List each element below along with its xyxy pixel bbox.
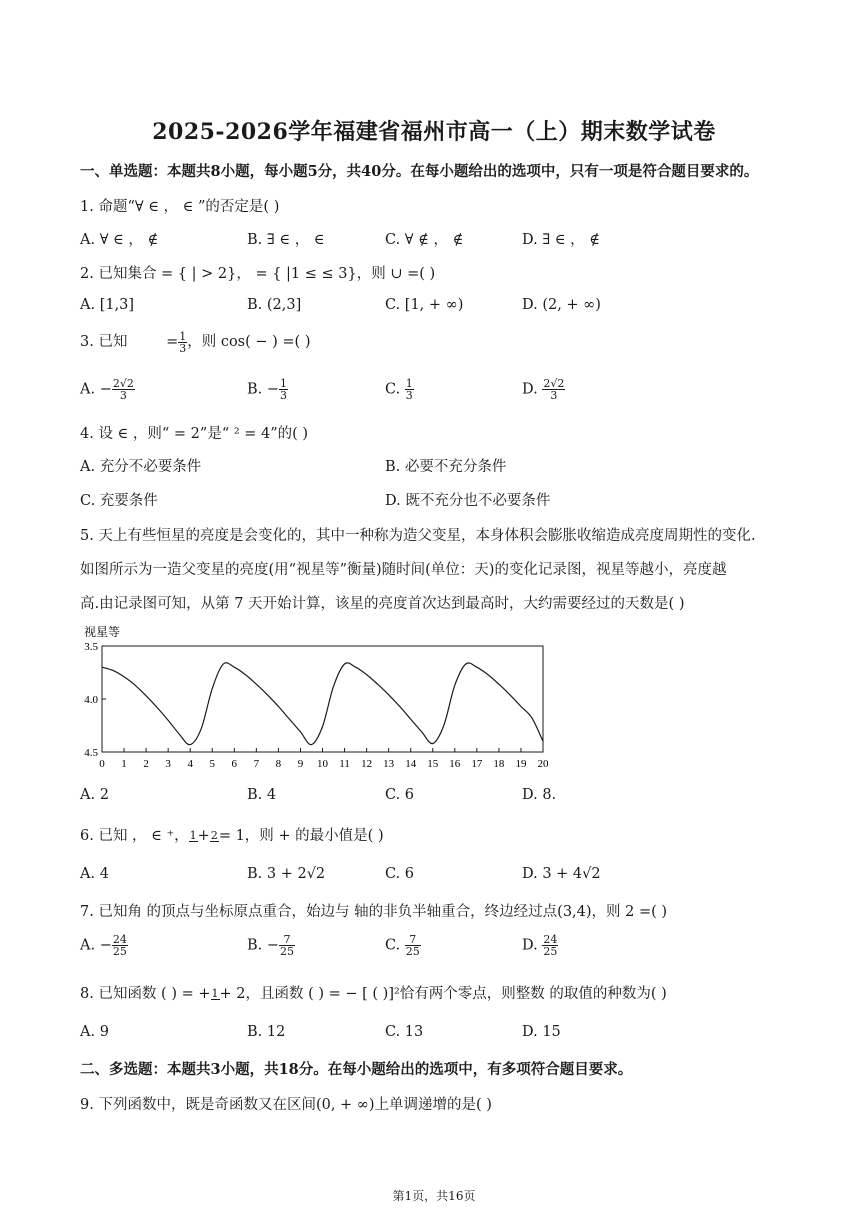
q3-option-a: A. − $\frac{2√2}{3}$ (80, 377, 134, 402)
x-tick-label: 13 (383, 758, 395, 770)
question-4: 4. 设 ∈ ，则“ = 2”是“ ² = 4”的( ) (80, 426, 309, 442)
x-tick-label: 4 (187, 758, 193, 770)
x-tick-label: 1 (121, 758, 127, 770)
x-tick-label: 18 (493, 758, 505, 770)
q1-option-b: B. ∃ ∈ ， ∈ (247, 232, 325, 248)
q6-option-d: D. 3 + 4√2 (522, 866, 601, 882)
x-tick-label: 8 (275, 758, 282, 770)
q4-option-d: D. 既不充分也不必要条件 (385, 493, 551, 509)
q7-option-a: A. − $\frac{24}{25}$ (80, 933, 127, 958)
x-tick-label: 0 (99, 758, 105, 770)
x-tick-label: 15 (427, 758, 439, 770)
q5-option-d: D. 8. (522, 787, 557, 803)
question-8: 8. 已知函数 ( ) = + 1 + 2，且函数 ( ) = − [ ( )]²恰有两个零点，则整数 的取值的种数为( ) (80, 986, 667, 1002)
q7-option-c: C. $\frac{7}{25}$ (385, 933, 420, 958)
chart-frame (102, 646, 543, 752)
x-tick-label: 12 (361, 758, 373, 770)
x-tick-label: 17 (471, 758, 483, 770)
q5-option-b: B. 4 (247, 787, 277, 803)
q4-option-c: C. 充要条件 (80, 493, 158, 509)
q8-option-a: A. 9 (80, 1024, 109, 1040)
question-5-line-3: 高.由记录图可知，从第 7 天开始计算，该星的亮度首次达到最高时，大约需要经过的天数是( ) (80, 596, 685, 612)
y-tick-label: 3.5 (84, 641, 98, 653)
q5-option-c: C. 6 (385, 787, 415, 803)
x-tick-label: 14 (405, 758, 417, 770)
q6-option-c: C. 6 (385, 866, 415, 882)
q8-option-c: C. 13 (385, 1024, 424, 1040)
x-tick-label: 19 (515, 758, 527, 770)
section-single-choice: 一、单选题：本题共8小题，每小题5分，共40分。在每小题给出的选项中，只有一项是符合题目要求的。 (80, 163, 759, 180)
chart-series-line (102, 663, 543, 745)
q2-option-b: B. (2,3] (247, 297, 302, 313)
q1-option-d: D. ∃ ∈ ， ∉ (522, 232, 600, 248)
x-tick-label: 9 (297, 758, 304, 770)
q8-option-b: B. 12 (247, 1024, 286, 1040)
x-tick-label: 10 (317, 758, 328, 770)
x-tick-label: 5 (209, 758, 215, 770)
question-9: 9. 下列函数中，既是奇函数又在区间(0, + ∞)上单调递增的是( ) (80, 1097, 492, 1113)
x-tick-label: 3 (165, 758, 171, 770)
q3-option-c: C. $\frac{1}{3}$ (385, 377, 413, 402)
question-3: 3. 已知 = $\frac{1}{3}$ ，则 cos( − ) =( ) (80, 329, 311, 355)
page-title: 2025-2026学年福建省福州市高一（上）期末数学试卷 (152, 119, 716, 145)
q6-option-a: A. 4 (80, 866, 109, 882)
q2-option-d: D. (2, + ∞) (522, 297, 601, 313)
question-5-line-2: 如图所示为一造父变星的亮度(用“视星等”衡量)随时间(单位：天)的变化记录图，视星等越小，亮度越 (80, 562, 727, 578)
x-tick-label: 7 (253, 758, 260, 770)
q4-option-b: B. 必要不充分条件 (385, 459, 507, 475)
q8-option-d: D. 15 (522, 1024, 561, 1040)
variable-star-chart (78, 620, 558, 780)
question-5-line-1: 5. 天上有些恒星的亮度是会变化的，其中一种称为造父变星，本身体积会膨胀收缩造成亮度周期性的变化. (80, 528, 756, 544)
q7-option-b: B. − $\frac{7}{25}$ (247, 933, 295, 958)
y-tick-label: 4.0 (84, 694, 98, 706)
question-7: 7. 已知角 的顶点与坐标原点重合，始边与 轴的非负半轴重合，终边经过点(3,4)，则 2 =( ) (80, 904, 668, 920)
q1-option-a: A. ∀ ∈ ， ∉ (80, 232, 159, 248)
q5-option-a: A. 2 (80, 787, 109, 803)
x-tick-label: 16 (449, 758, 461, 770)
q1-option-c: C. ∀ ∉ ， ∉ (385, 232, 464, 248)
q3-stem-pre: 3. 已知 (80, 334, 128, 350)
question-1: 1. 命题“∀ ∈ ， ∈ ”的否定是( ) (80, 199, 280, 215)
x-tick-label: 6 (231, 758, 238, 770)
q7-option-d: D. $\frac{24}{25}$ (522, 933, 558, 958)
q3-option-b: B. − $\frac{1}{3}$ (247, 377, 288, 402)
x-tick-label: 11 (339, 758, 350, 770)
chart-ylabel: 视星等 (84, 625, 121, 639)
x-tick-label: 20 (537, 758, 549, 770)
question-2: 2. 已知集合 = { | > 2}， = { |1 ≤ ≤ 3}，则 ∪ =( ) (80, 266, 436, 282)
q3-fraction: $\frac{1}{3}$ (179, 329, 187, 355)
question-6: 6. 已知 ， ∈ ⁺， 1 + 2 = 1，则 + 的最小值是( ) (80, 828, 384, 844)
section-multi-choice: 二、多选题：本题共3小题，共18分。在每小题给出的选项中，有多项符合题目要求。 (80, 1061, 633, 1078)
q2-option-a: A. [1,3] (80, 297, 135, 313)
q4-option-a: A. 充分不必要条件 (80, 459, 202, 475)
y-tick-label: 4.5 (84, 747, 98, 759)
q3-option-d: D. $\frac{2√2}{3}$ (522, 377, 565, 402)
q3-stem-post: ，则 cos( − ) =( ) (187, 334, 311, 350)
q2-option-c: C. [1, + ∞) (385, 297, 464, 313)
q6-option-b: B. 3 + 2√2 (247, 866, 326, 882)
x-tick-label: 2 (143, 758, 149, 770)
page-footer: 第1页，共16页 (392, 1189, 476, 1203)
